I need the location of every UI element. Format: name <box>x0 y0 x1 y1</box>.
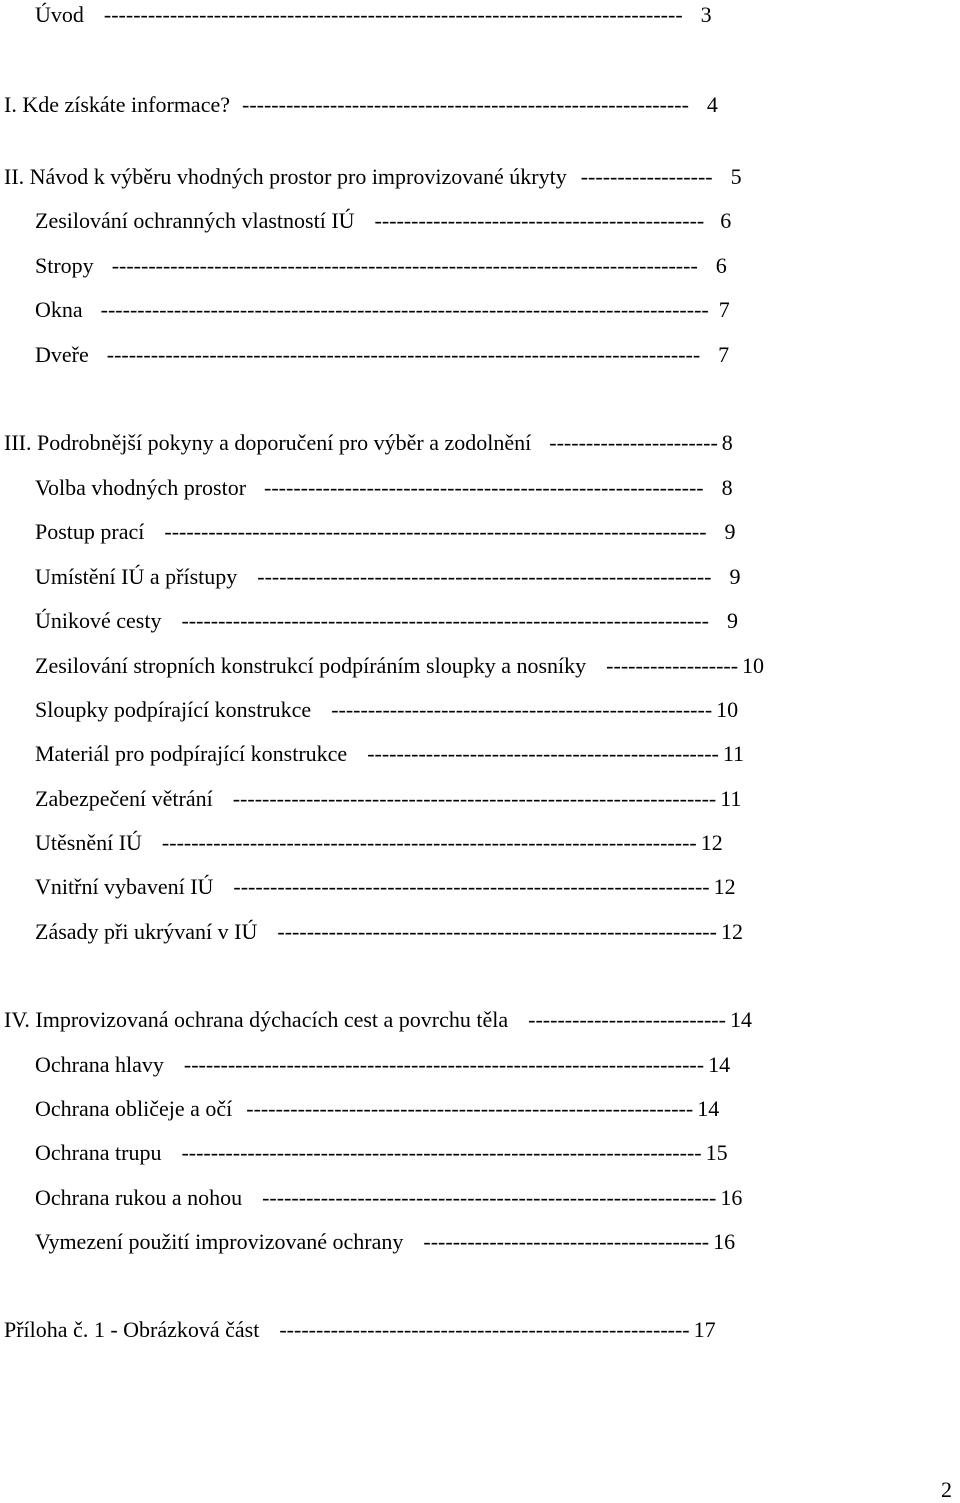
toc-dash-leader: -------------------------------------------------------------------------- <box>164 519 707 544</box>
toc-entry-page: 10 <box>742 653 765 678</box>
toc-entry-uvod[interactable] <box>0 2 712 28</box>
toc-entry-label: Postup prací <box>35 519 145 544</box>
toc-dash-leader: --------------------------------------------------------------------------------- <box>106 342 701 367</box>
toc-entry-label: Vnitřní vybavení IÚ <box>35 874 214 899</box>
page-number: 2 <box>941 1477 952 1502</box>
toc-entry[interactable] <box>0 830 723 856</box>
toc-entry-label: Dveře <box>35 342 89 367</box>
toc-entry-label: Zesilování stropních konstrukcí podpíráním sloupky a nosníky <box>35 653 587 678</box>
toc-dash-leader: ------------------------------------------------ <box>367 741 719 766</box>
toc-dash-leader: --------------------------------------- <box>423 1229 710 1254</box>
toc-dash-leader: ------------------ <box>580 164 713 189</box>
toc-entry-page: 17 <box>693 1317 716 1342</box>
toc-entry[interactable] <box>0 297 730 323</box>
toc-entry-page: 12 <box>720 919 743 944</box>
toc-entry-page: 10 <box>716 697 739 722</box>
toc-entry-page: 14 <box>697 1096 720 1121</box>
toc-dash-leader: ----------------------------------------------------------------- <box>233 874 710 899</box>
toc-entry-label: Příloha č. 1 - Obrázková část <box>4 1317 260 1342</box>
toc-entry-label: Okna <box>35 297 83 322</box>
toc-entry-page: 4 <box>706 92 718 117</box>
toc-entry-page: 9 <box>724 519 736 544</box>
toc-entry-appendix[interactable] <box>0 1317 716 1343</box>
toc-entry-page: 9 <box>729 564 741 589</box>
toc-dash-leader: ----------------------------------------------------------------------------------- <box>100 297 709 322</box>
toc-entry[interactable] <box>0 1140 728 1166</box>
toc-entry-label: Stropy <box>35 253 94 278</box>
toc-dash-leader: ---------------------------------------------------- <box>331 697 713 722</box>
toc-dash-leader: ------------------ <box>606 653 739 678</box>
toc-entry[interactable] <box>0 1185 742 1211</box>
toc-entry-page: 12 <box>700 830 723 855</box>
toc-entry[interactable] <box>0 1229 735 1255</box>
toc-entry-label: II. Návod k výběru vhodných prostor pro improvizované úkryty <box>4 164 567 189</box>
toc-dash-leader: ------------------------------------------------------------- <box>246 1096 694 1121</box>
toc-entry[interactable] <box>0 653 764 679</box>
toc-entry-page: 3 <box>700 2 712 27</box>
toc-entry-label: Úvod <box>35 2 84 27</box>
toc-dash-leader: ------------------------------------------------------------------------ <box>181 608 709 633</box>
toc-entry-label: Utěsnění IÚ <box>35 830 142 855</box>
toc-entry-page: 9 <box>726 608 738 633</box>
toc-entry-label: Ochrana hlavy <box>35 1052 164 1077</box>
toc-entry[interactable] <box>0 697 738 723</box>
toc-entry[interactable] <box>0 874 736 900</box>
toc-entry-page: 6 <box>715 253 727 278</box>
toc-entry[interactable] <box>0 1096 719 1122</box>
toc-dash-leader: ------------------------------------------------------------------ <box>232 786 717 811</box>
toc-dash-leader: ------------------------------------------------------------- <box>242 92 689 117</box>
toc-entry-label: Únikové cesty <box>35 608 162 633</box>
toc-dash-leader: ----------------------------------------------------------------------- <box>183 1052 705 1077</box>
toc-dash-leader: -------------------------------------------------------- <box>279 1317 690 1342</box>
toc-dash-leader: -------------------------------------------------------------------------------- <box>111 253 698 278</box>
toc-entry-label: Zesilování ochranných vlastností IÚ <box>35 208 355 233</box>
toc-entry-page: 8 <box>721 430 733 455</box>
toc-entry[interactable] <box>0 475 733 501</box>
toc-entry-label: Zásady při ukrývaní v IÚ <box>35 919 258 944</box>
toc-dash-leader: ------------------------------------------------------------ <box>264 475 704 500</box>
toc-entry-label: Umístění IÚ a přístupy <box>35 564 238 589</box>
toc-entry[interactable] <box>0 519 736 545</box>
toc-entry[interactable] <box>0 741 744 767</box>
toc-dash-leader: ----------------------- <box>549 430 718 455</box>
toc-dash-leader: -------------------------------------------------------------- <box>262 1185 717 1210</box>
toc-entry-label: Materiál pro podpírající konstrukce <box>35 741 348 766</box>
toc-entry-label: I. Kde získáte informace? <box>4 92 230 117</box>
toc-entry-label: Ochrana trupu <box>35 1140 162 1165</box>
toc-entry-page: 12 <box>713 874 736 899</box>
toc-entry-label: Ochrana rukou a nohou <box>35 1185 243 1210</box>
toc-entry-page: 15 <box>705 1140 728 1165</box>
toc-entry-page: 16 <box>713 1229 736 1254</box>
toc-entry-section-iv[interactable] <box>0 1007 752 1033</box>
toc-entry[interactable] <box>0 1052 730 1078</box>
toc-entry-page: 14 <box>708 1052 731 1077</box>
toc-dash-leader: ------------------------------------------------------------ <box>277 919 717 944</box>
toc-entry-page: 7 <box>718 297 730 322</box>
toc-entry[interactable] <box>0 208 731 234</box>
toc-entry-label: Volba vhodných prostor <box>35 475 247 500</box>
toc-entry-page: 5 <box>730 164 742 189</box>
toc-entry-page: 16 <box>720 1185 743 1210</box>
toc-entry-label: IV. Improvizovaná ochrana dýchacích cest a povrchu těla <box>4 1007 509 1032</box>
toc-entry-page: 8 <box>721 475 733 500</box>
toc-entry[interactable] <box>0 786 741 812</box>
toc-entry-section-iii[interactable] <box>0 430 733 456</box>
toc-entry-page: 7 <box>718 342 730 367</box>
toc-entry-label: Ochrana obličeje a očí <box>35 1096 233 1121</box>
toc-entry-label: Sloupky podpírající konstrukce <box>35 697 312 722</box>
toc-dash-leader: --------------------------------------------- <box>374 208 705 233</box>
toc-entry[interactable] <box>0 919 743 945</box>
toc-entry-section-ii[interactable] <box>0 164 742 190</box>
toc-entry-page: 11 <box>722 741 745 766</box>
toc-dash-leader: -------------------------------------------------------------- <box>257 564 712 589</box>
toc-entry-label: Vymezení použití improvizované ochrany <box>35 1229 404 1254</box>
toc-entry-page: 11 <box>720 786 742 811</box>
toc-entry-label: III. Podrobnější pokyny a doporučení pro výběr a zodolnění <box>4 430 532 455</box>
toc-entry-page: 6 <box>720 208 732 233</box>
toc-entry-label: Zabezpečení větrání <box>35 786 213 811</box>
toc-dash-leader: --------------------------- <box>528 1007 726 1032</box>
toc-entry[interactable] <box>0 608 738 634</box>
toc-entry[interactable] <box>0 564 741 590</box>
toc-entry-page: 14 <box>729 1007 752 1032</box>
toc-entry[interactable] <box>0 253 727 279</box>
toc-dash-leader: ----------------------------------------------------------------------- <box>181 1140 702 1165</box>
toc-entry-section-i[interactable] <box>0 92 718 118</box>
toc-dash-leader: ------------------------------------------------------------------------------- <box>103 2 683 27</box>
toc-dash-leader: ------------------------------------------------------------------------- <box>161 830 697 855</box>
toc-entry[interactable] <box>0 342 729 368</box>
